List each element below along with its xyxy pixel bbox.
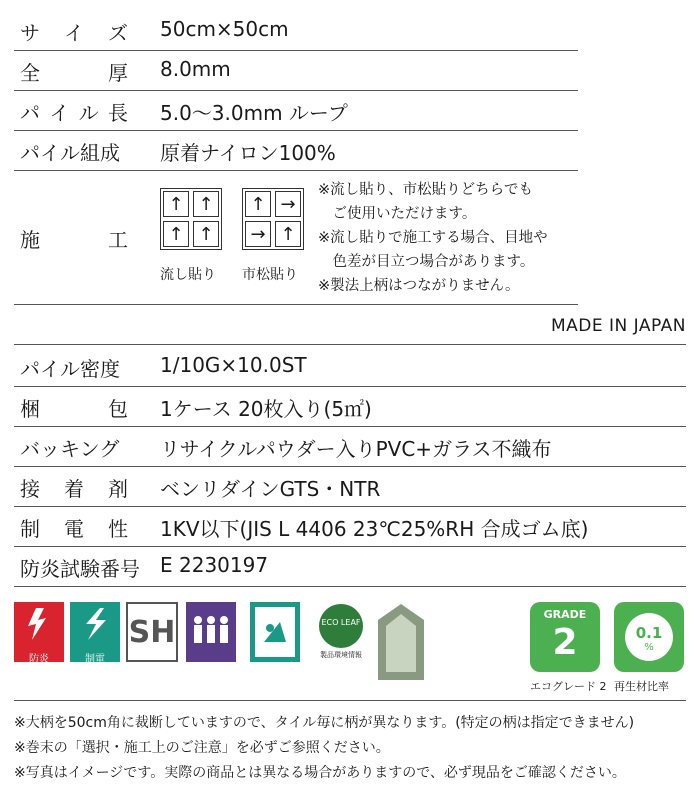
spec-label-char: 梱 [20,397,40,421]
spec-label [20,473,128,502]
spec-label [20,97,128,126]
spec-label-char: サ [20,21,40,45]
spec-value: 原着ナイロン100% [160,141,336,165]
divider [14,700,686,701]
installation-notes [318,178,548,298]
spec-label: パイル密度 [20,357,120,381]
spec-row [14,90,578,131]
spec-row [14,346,686,387]
spec-label-char: 電 [64,517,84,541]
people-icon [186,602,236,662]
recycle-value: 0.1 [635,624,663,642]
spec-label [20,393,128,422]
arrow-right-icon: → [275,191,301,217]
spec-row [14,426,686,467]
eco-leaf-label: ECO LEAF [321,618,361,627]
note-line: ご使用いただけます。 [318,206,477,222]
spec-label-char: ズ [108,21,128,45]
spec-label-char: 接 [20,477,40,501]
footnote-3: ※写真はイメージです。実際の商品とは異なる場合がありますので、必ず現品をご確認ください。 [14,765,626,781]
spec-label-char: 長 [107,101,128,125]
spec-label [20,513,128,542]
spec-row [14,506,686,547]
spec-row [14,50,578,91]
spec-label-char: ル [78,101,99,125]
arrow-up-icon: ↑ [275,221,301,247]
spec-value: E 2230197 [160,553,269,577]
footnote-2: ※巻末の「選択・施工上のご注意」を必ずご参照ください。 [14,740,390,756]
antistatic-icon [70,602,120,665]
spec-label: 防炎試験番号 [20,557,140,581]
sh-icon [126,602,178,662]
spec-value: 1ケース 20枚入り(5㎡) [160,397,372,421]
inst-char-2: 工 [108,228,128,252]
spec-label-char: 着 [64,477,84,501]
arrow-right-icon: → [245,221,271,247]
pattern-checker-caption: 市松貼り [242,267,298,283]
spec-label-char: 包 [108,397,128,421]
spec-label [20,17,128,46]
fire-label: 防炎 [29,654,49,665]
spec-label-char: 剤 [108,477,128,501]
note-line: ※流し貼り、市松貼りどちらでも [318,182,534,198]
spec-label: バッキング [20,437,120,461]
spec-row [14,546,686,587]
static-label: 制電 [85,654,105,665]
stain-resistant-icon [250,602,300,662]
eco-grade-icon [530,602,600,672]
spec-value: 8.0mm [160,57,231,81]
arrow-up-icon: ↑ [245,191,271,217]
grade-label: GRADE [543,608,587,621]
spec-row [14,10,578,51]
sh-label: SH [128,614,176,650]
spec-label-char: 全 [20,61,40,85]
note-line: ※流し貼りで施工する場合、目地や [318,230,548,246]
green-certification-icon [376,602,426,682]
arrow-up-icon: ↑ [193,221,219,247]
recycle-ratio-icon [614,602,684,672]
spec-value: リサイクルパウダー入りPVC+ガラス不織布 [160,437,552,461]
fire-retardant-icon [14,602,64,665]
spec-label-char: 厚 [108,61,128,85]
inst-char-1: 施 [20,228,40,252]
eco-leaf-sub: 製品環境情報 [320,651,362,659]
spec-row [14,466,686,507]
recycle-unit: % [644,642,654,653]
eco-grade-caption: エコグレード 2 [530,680,607,693]
spec-label-char: パ [20,101,40,125]
grade-number: 2 [552,622,578,663]
spec-value: 1KV以下(JIS L 4406 23℃25%RH 合成ゴム底) [160,517,589,541]
spec-label-char: イ [64,21,84,45]
pattern-flow-diagram [160,188,222,250]
arrow-up-icon: ↑ [193,191,219,217]
pattern-checker-diagram [242,188,304,250]
spec-row [14,386,686,427]
pattern-flow-caption: 流し貼り [160,267,216,283]
arrow-up-icon: ↑ [163,191,189,217]
spec-value: ベンリダインGTS・NTR [160,477,381,501]
arrow-up-icon: ↑ [163,221,189,247]
note-line: ※製法上柄はつながりません。 [318,278,520,294]
spec-row [14,130,578,171]
spec-label: パイル組成 [20,141,120,165]
made-in-japan: MADE IN JAPAN [550,316,686,336]
footnote-1: ※大柄を50cm角に裁断していますので、タイル毎に柄が異なります。(特定の柄は指定できません) [14,715,635,731]
spec-value: 1/10G×10.0ST [160,353,307,377]
spec-label-char: イ [49,101,70,125]
installation-label [20,224,128,253]
spec-value: 50cm×50cm [160,17,289,41]
note-line: 色差が目立つ場合があります。 [318,254,535,270]
spec-label-char: 性 [108,517,128,541]
recycle-caption: 再生材比率 [614,680,669,693]
divider [14,344,686,345]
spec-label-char: 制 [20,517,40,541]
spec-value: 5.0〜3.0mm ループ [160,101,348,125]
eco-leaf-icon [316,602,366,662]
spec-label [20,57,128,86]
